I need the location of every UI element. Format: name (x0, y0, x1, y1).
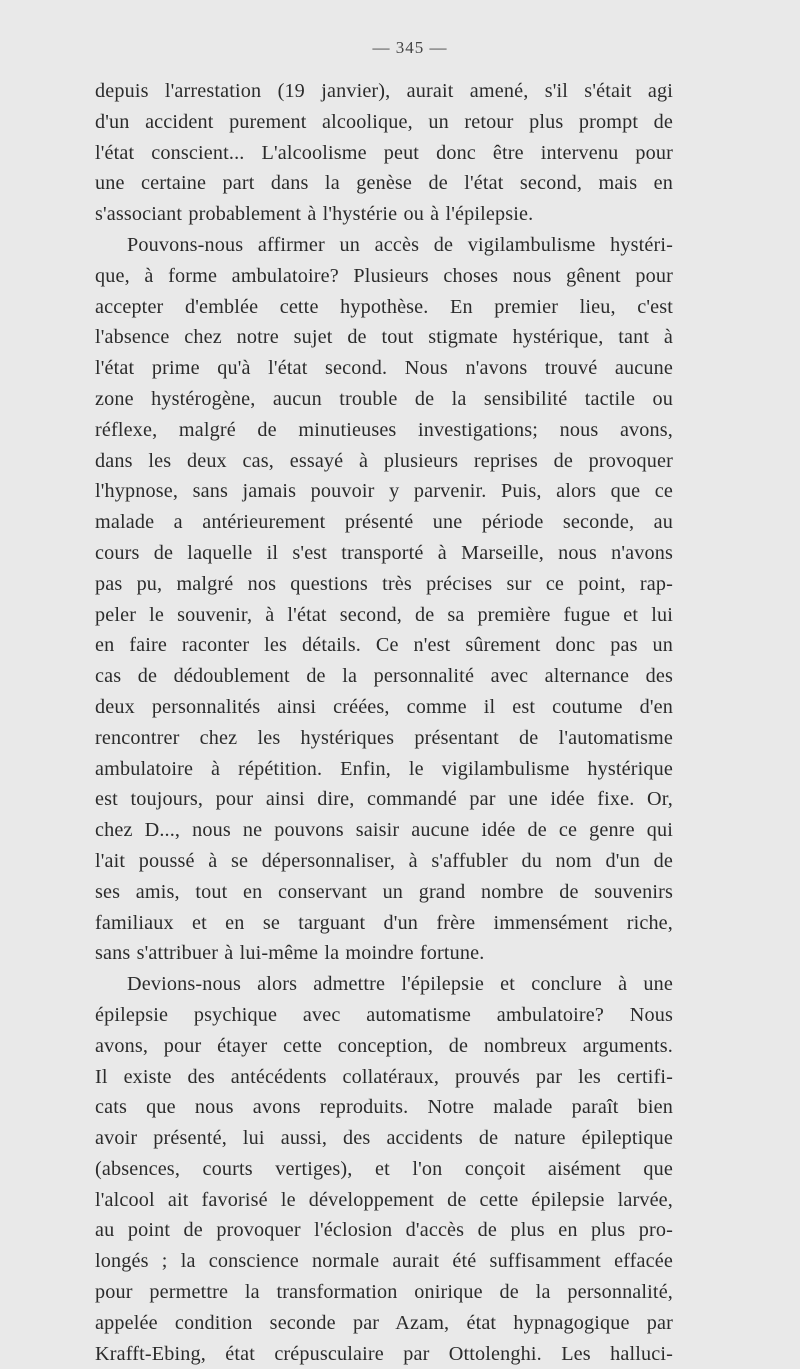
text-line: d'un accident purement alcoolique, un retour plus prompt de (95, 110, 673, 133)
text-line: (absences, courts vertiges), et l'on conçoit aisément que (95, 1157, 673, 1180)
text-line: au point de provoquer l'éclosion d'accès de plus en plus pro- (95, 1219, 673, 1242)
text-line: cours de laquelle il s'est transporté à Marseille, nous n'avons (95, 541, 673, 564)
text-line: l'alcool ait favorisé le développement de cette épilepsie larvée, (95, 1188, 673, 1211)
page-number: — 345 — (372, 38, 448, 57)
text-line: Devions-nous alors admettre l'épilepsie et conclure à une (127, 973, 673, 996)
text-line: avons, pour étayer cette conception, de nombreux arguments. (95, 1034, 673, 1057)
text-line: avoir présenté, lui aussi, des accidents de nature épileptique (95, 1127, 673, 1150)
text-line: est toujours, pour ainsi dire, commandé par une idée fixe. Or, (95, 788, 673, 811)
text-line: ambulatoire à répétition. Enfin, le vigilambulisme hystérique (95, 757, 673, 780)
text-line: peler le souvenir, à l'état second, de sa première fugue et lui (95, 603, 673, 626)
text-line: Il existe des antécédents collatéraux, prouvés par les certifi- (95, 1065, 673, 1088)
text-line: zone hystérogène, aucun trouble de la sensibilité tactile ou (95, 387, 673, 410)
text-line: chez D..., nous ne pouvons saisir aucune idée de ce genre qui (95, 819, 673, 842)
text-line: en faire raconter les détails. Ce n'est sûrement donc pas un (95, 634, 673, 657)
text-line: Krafft-Ebing, état crépusculaire par Ottolenghi. Les halluci- (95, 1342, 673, 1365)
text-line: l'état conscient... L'alcoolisme peut donc être intervenu pour (95, 141, 673, 164)
text-line: appelée condition seconde par Azam, état hypnagogique par (95, 1311, 673, 1334)
text-line: l'état prime qu'à l'état second. Nous n'avons trouvé aucune (95, 357, 673, 380)
text-line: Pouvons-nous affirmer un accès de vigilambulisme hystéri- (127, 233, 673, 256)
text-line: réflexe, malgré de minutieuses investigations; nous avons, (95, 418, 673, 441)
text-line: que, à forme ambulatoire? Plusieurs choses nous gênent pour (95, 264, 673, 287)
text-line: dans les deux cas, essayé à plusieurs reprises de provoquer (95, 449, 673, 472)
text-line: deux personnalités ainsi créées, comme il est coutume d'en (95, 695, 673, 718)
text-line: longés ; la conscience normale aurait été suffisamment effacée (95, 1250, 673, 1273)
text-line: sans s'attribuer à lui-même la moindre fortune. (95, 942, 485, 965)
body-text (95, 76, 673, 1369)
text-line: une certaine part dans la genèse de l'état second, mais en (95, 172, 673, 195)
text-line: familiaux et en se targuant d'un frère immensément riche, (95, 911, 673, 934)
text-line: cats que nous avons reproduits. Notre malade paraît bien (95, 1096, 673, 1119)
text-line: cas de dédoublement de la personnalité avec alternance des (95, 665, 673, 688)
text-line: s'associant probablement à l'hystérie ou à l'épilepsie. (95, 203, 534, 226)
text-line: ses amis, tout en conservant un grand nombre de souvenirs (95, 880, 673, 903)
text-line: pas pu, malgré nos questions très précises sur ce point, rap- (95, 572, 673, 595)
text-line: malade a antérieurement présenté une période seconde, au (95, 511, 673, 534)
text-line: l'hypnose, sans jamais pouvoir y parvenir. Puis, alors que ce (95, 480, 673, 503)
text-line: épilepsie psychique avec automatisme ambulatoire? Nous (95, 1003, 673, 1026)
text-line: pour permettre la transformation onirique de la personnalité, (95, 1281, 673, 1304)
text-line: depuis l'arrestation (19 janvier), aurait amené, s'il s'était agi (95, 80, 673, 102)
text-line: l'absence chez notre sujet de tout stigmate hystérique, tant à (95, 326, 673, 349)
text-line: accepter d'emblée cette hypothèse. En premier lieu, c'est (95, 295, 673, 318)
text-line: rencontrer chez les hystériques présentant de l'automatisme (95, 726, 673, 749)
text-line: l'ait poussé à se dépersonnaliser, à s'affubler du nom d'un de (95, 849, 673, 872)
